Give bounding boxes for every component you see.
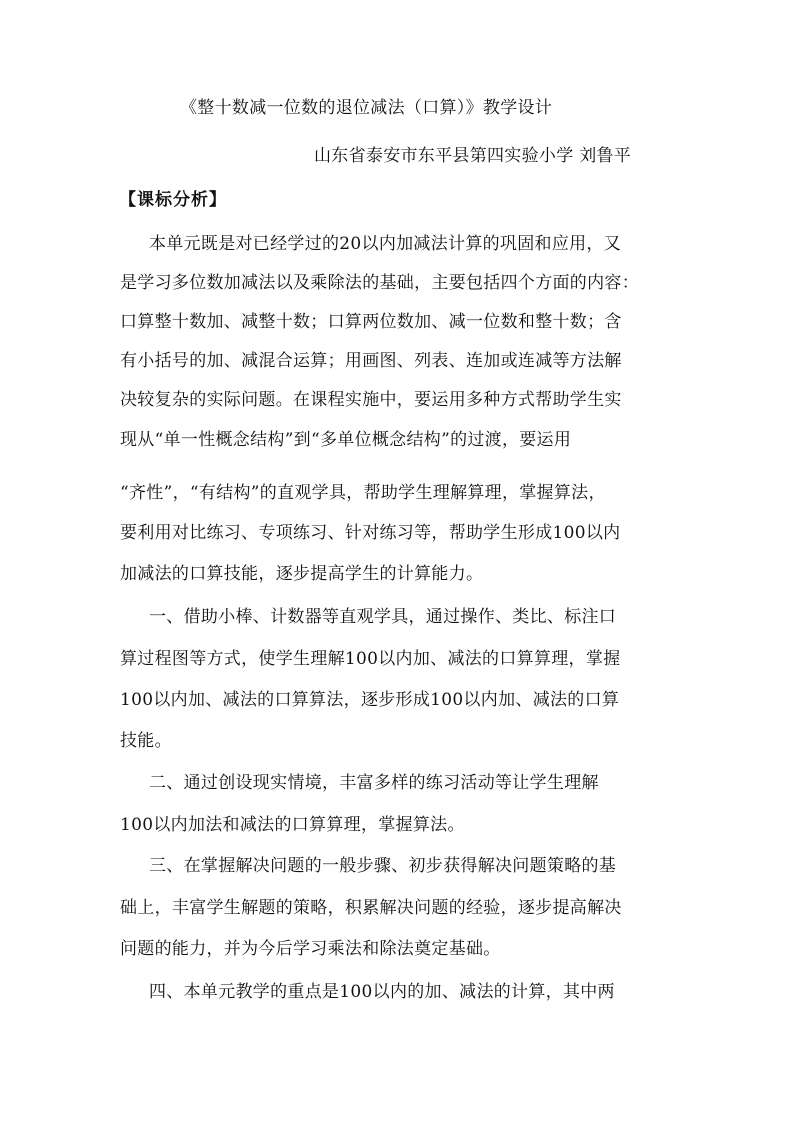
paragraph-line: 一、借助小棒、计数器等直观学具，通过操作、类比、标注口	[149, 607, 617, 627]
paragraph-line: 100以内加法和减法的口算算理，掌握算法。	[120, 815, 465, 835]
paragraph-line: 有小括号的加、减混合运算；用画图、列表、连加或连减等方法解	[120, 351, 622, 371]
paragraph-line: 是学习多位数加减法以及乘除法的基础，主要包括四个方面的内容：	[120, 273, 639, 293]
paragraph-line: 100以内加、减法的口算算法，逐步形成100以内加、减法的口算	[120, 690, 620, 710]
author-line: 山东省泰安市东平县第四实验小学 刘鲁平	[314, 146, 632, 166]
paragraph-line: 问题的能力，并为今后学习乘法和除法奠定基础。	[120, 939, 501, 959]
paragraph-line: 四、本单元教学的重点是100以内的加、减法的计算，其中两	[149, 982, 615, 1002]
paragraph-line: 要利用对比练习、专项练习、针对练习等，帮助学生形成100以内	[120, 523, 621, 543]
document-title: 《整十数减一位数的退位减法（口算）》教学设计	[180, 98, 553, 118]
paragraph-line: 二、通过创设现实情境，丰富多样的练习活动等让学生理解	[149, 773, 599, 793]
paragraph-line: 加减法的口算技能，逐步提高学生的计算能力。	[120, 564, 484, 584]
paragraph-line: “齐性”，“有结构”的直观学具，帮助学生理解算理，掌握算法，	[120, 483, 606, 503]
paragraph-line: 口算整十数加、减整十数；口算两位数加、减一位数和整十数；含	[120, 312, 622, 332]
paragraph-line: 础上，丰富学生解题的策略，积累解决问题的经验，逐步提高解决	[120, 898, 622, 918]
paragraph-line: 技能。	[120, 731, 172, 751]
paragraph-line: 算过程图等方式，使学生理解100以内加、减法的口算算理，掌握	[120, 649, 621, 669]
paragraph-line: 本单元既是对已经学过的20以内加减法计算的巩固和应用，又	[149, 234, 622, 254]
section-heading: 【课标分析】	[119, 190, 227, 210]
paragraph-line: 决较复杂的实际问题。在课程实施中，要运用多种方式帮助学生实	[120, 390, 622, 410]
paragraph-line: 现从“单一性概念结构”到“多单位概念结构”的过渡，要运用	[120, 430, 572, 450]
paragraph-line: 三、在掌握解决问题的一般步骤、初步获得解决问题策略的基	[149, 856, 617, 876]
